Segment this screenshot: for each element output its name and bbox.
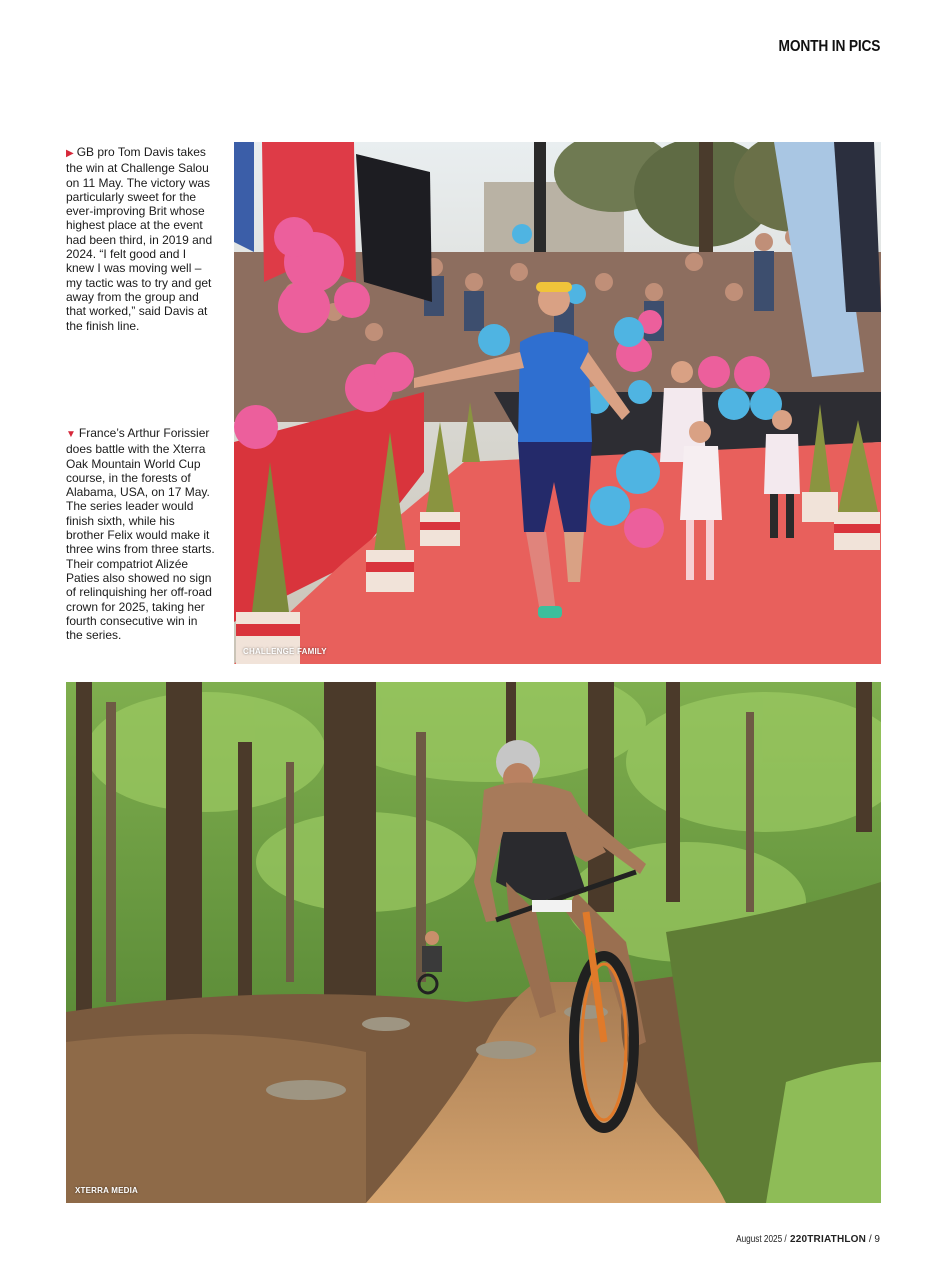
page-number: / 9 (868, 1234, 880, 1245)
photo-credit: CHALLENGE FAMILY (243, 647, 327, 656)
caption-arrow-down-icon: ▼ (66, 429, 76, 440)
caption-tom-davis (66, 145, 216, 333)
section-title: MONTH IN PICS (778, 38, 880, 55)
photo-xterra-mountain-bike (66, 682, 881, 1203)
magazine-brand: 220TRIATHLON (789, 1234, 867, 1245)
photo-challenge-salou-finish (234, 142, 881, 664)
issue-date: August 2025 / (736, 1234, 788, 1245)
forest-trail-illustration (66, 682, 881, 1203)
caption-text: GB pro Tom Davis takes the win at Challenge Salou on 11 May. The victory was particularly sweet for the ever-improving Brit whose highest place at the event had been third, in 2019 and 2024. “I felt good and I knew I was moving well – my tactic was to try and get away from the group and that worked,” said Davis at the finish line. (66, 145, 213, 333)
photo-credit: XTERRA MEDIA (75, 1186, 138, 1195)
finish-line-illustration (234, 142, 881, 664)
caption-text: France’s Arthur Forissier does battle with the Xterra Oak Mountain World Cup course, in the forests of Alabama, USA, on 17 May. The series leader would finish sixth, while his brother Felix would make it three wins from three starts. Their compatriot Alizée Paties also showed no sign of relinquishing her off-road crown for 2025, taking her fourth consecutive win in the series. (66, 426, 215, 643)
page-footer (725, 1234, 880, 1245)
caption-arthur-forissier (66, 426, 216, 642)
caption-arrow-right-icon: ▶ (66, 148, 74, 159)
